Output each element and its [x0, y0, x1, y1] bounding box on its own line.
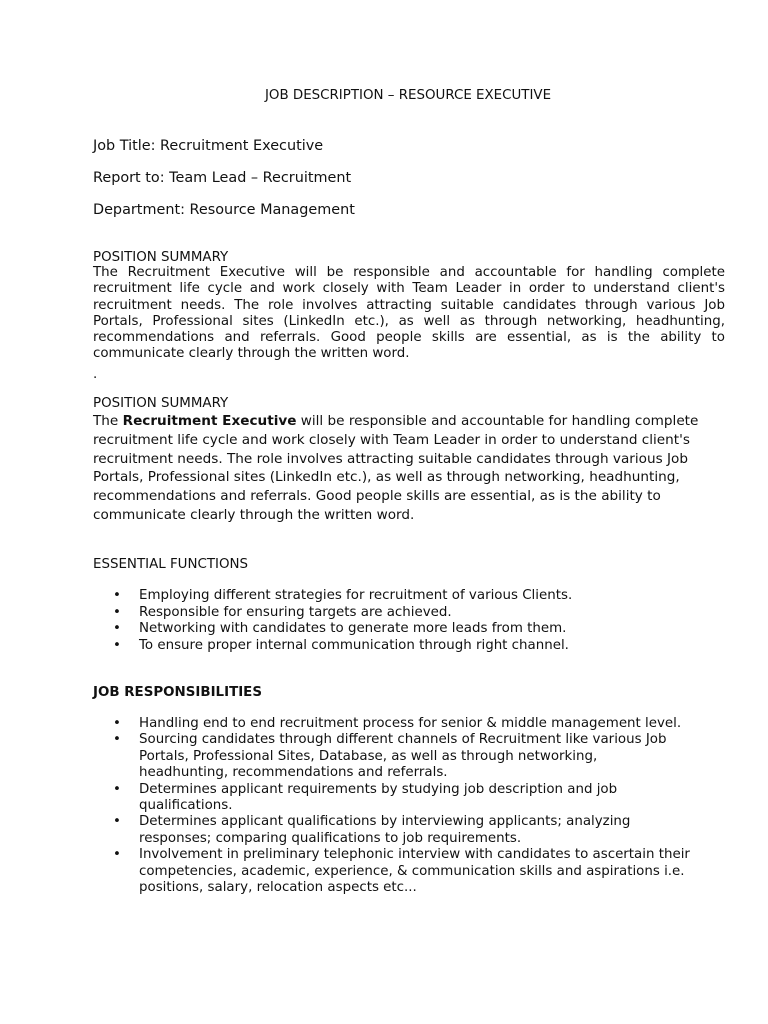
paragraph-line: recruitment life cycle and work closely with Team Leader in order to understand client's: [93, 431, 690, 448]
list-item: [113, 588, 733, 605]
bullet-icon: •: [113, 814, 121, 830]
list-item-text: Employing different strategies for recruitment of various Clients.: [139, 588, 573, 603]
paragraph-line: communicate clearly through the written word.: [93, 506, 415, 523]
bullet-icon: •: [113, 716, 121, 731]
bullet-icon: •: [113, 604, 121, 620]
paragraph-line: recommendations and referrals. Good people skills are essential, as is the ability to: [93, 488, 661, 505]
list-item: [113, 621, 733, 638]
paragraph-lead: The: [93, 413, 123, 429]
list-item-text: Involvement in preliminary telephonic interview with candidates to ascertain their: [139, 847, 690, 863]
department-field: Department: Resource Management: [93, 202, 355, 218]
report-to-field: Report to: Team Lead – Recruitment: [93, 170, 352, 186]
job-title-field: Job Title: Recruitment Executive: [93, 138, 324, 154]
list-item-text: Networking with candidates to generate more leads from them.: [139, 621, 567, 637]
document-title: JOB DESCRIPTION – RESOURCE EXECUTIVE: [264, 88, 552, 103]
list-item-text: Portals, Professional Sites, Database, as well as through networking,: [139, 748, 598, 764]
list-item-text: Determines applicant requirements by studying job description and job: [139, 781, 618, 797]
list-item-text: competencies, academic, experience, & communication skills and aspirations i.e.: [139, 863, 685, 879]
stray-period: .: [93, 367, 98, 382]
paragraph-line: [93, 412, 725, 431]
role-name-bold: Recruitment Executive: [122, 413, 297, 429]
paragraph-line: communicate clearly through the written word.: [93, 346, 410, 362]
bullet-icon: •: [113, 732, 121, 748]
list-item-text: responses; comparing qualifications to job requirements.: [139, 830, 522, 846]
bullet-icon: •: [113, 847, 121, 863]
list-item: [113, 638, 733, 655]
position-summary-heading-repeat: POSITION SUMMARY: [93, 396, 229, 411]
paragraph-line: Portals, Professional sites (LinkedIn etc.), as well as through networking, headhunting,: [93, 313, 725, 329]
paragraph-line: recruitment life cycle and work closely with Team Leader in order to understand client's: [93, 281, 725, 297]
list-item-text: Sourcing candidates through different channels of Recruitment like various Job: [139, 732, 667, 748]
bullet-icon: •: [113, 637, 121, 653]
paragraph-line-rest: will be responsible and accountable for handling complete: [296, 413, 699, 429]
bullet-icon: •: [113, 621, 121, 637]
paragraph-line: recruitment needs. The role involves attracting suitable candidates through various Job: [93, 450, 688, 467]
list-item: [113, 814, 733, 847]
bullet-icon: •: [113, 588, 121, 603]
paragraph-line: recruitment needs. The role involves attracting suitable candidates through various Job: [93, 297, 725, 313]
list-item: [113, 782, 733, 815]
list-item: [113, 847, 733, 896]
paragraph-line: recommendations and referrals. Good people skills are essential, as is the ability to: [93, 330, 725, 346]
list-item-text: qualifications.: [139, 798, 233, 814]
essential-functions-heading: ESSENTIAL FUNCTIONS: [93, 557, 248, 572]
list-item-text: Determines applicant qualifications by interviewing applicants; analyzing: [139, 814, 631, 830]
list-item-text: headhunting, recommendations and referrals.: [139, 765, 448, 781]
list-item-text: Handling end to end recruitment process for senior & middle management level.: [139, 716, 682, 731]
paragraph-line: Portals, Professional sites (LinkedIn etc.), as well as through networking, headhunting,: [93, 469, 680, 486]
list-item-text: positions, salary, relocation aspects etc...: [139, 880, 417, 896]
list-item: [113, 732, 733, 781]
job-responsibilities-list: [113, 716, 733, 896]
position-summary-paragraph-repeat: [93, 412, 725, 525]
list-item-text: To ensure proper internal communication through right channel.: [139, 637, 569, 653]
bullet-icon: •: [113, 781, 121, 797]
essential-functions-list: [113, 588, 733, 654]
job-responsibilities-heading: JOB RESPONSIBILITIES: [93, 685, 262, 700]
list-item-text: Responsible for ensuring targets are achieved.: [139, 604, 452, 620]
position-summary-paragraph: [93, 265, 725, 363]
position-summary-heading: POSITION SUMMARY: [93, 250, 229, 265]
list-item: [113, 605, 733, 622]
paragraph-line: The Recruitment Executive will be responsible and accountable for handling complete: [93, 265, 725, 280]
list-item: [113, 716, 733, 732]
